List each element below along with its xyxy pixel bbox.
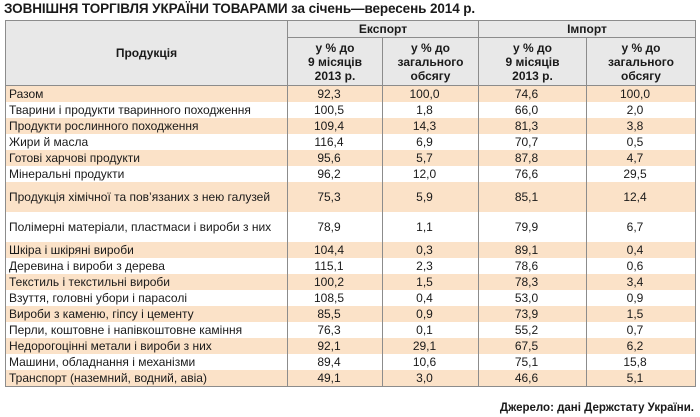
export-total-value: 6,9	[383, 134, 479, 150]
export-prev-value: 100,2	[288, 274, 383, 290]
source-note: Джерело: дані Держстату України.	[499, 402, 694, 414]
export-prev-value: 109,4	[288, 118, 383, 134]
table-row	[6, 370, 696, 387]
export-prev-value: 92,3	[288, 86, 383, 103]
export-prev-value: 116,4	[288, 134, 383, 150]
import-total-value: 3,8	[587, 118, 696, 134]
row-name: Продукція хімічної та пов’язаних з нею галузей	[6, 182, 288, 212]
row-name: Шкіра і шкіряні вироби	[6, 242, 288, 258]
table-row	[6, 134, 696, 150]
import-total-value: 4,7	[587, 150, 696, 166]
row-name: Мінеральні продукти	[6, 166, 288, 182]
table-title	[4, 1, 475, 16]
table-row	[6, 306, 696, 322]
export-total-value: 5,9	[383, 182, 479, 212]
row-name: Машини, обладнання і механізми	[6, 354, 288, 370]
export-total-value: 1,8	[383, 102, 479, 118]
import-total-value: 0,5	[587, 134, 696, 150]
export-prev-value: 75,3	[288, 182, 383, 212]
import-prev-value: 78,3	[479, 274, 587, 290]
export-total-value: 29,1	[383, 338, 479, 354]
import-prev-value: 76,6	[479, 166, 587, 182]
export-total-value: 100,0	[383, 86, 479, 103]
table-row	[6, 118, 696, 134]
table-row	[6, 166, 696, 182]
import-total-value: 1,5	[587, 306, 696, 322]
export-prev-value: 100,5	[288, 102, 383, 118]
table-row	[6, 322, 696, 338]
import-total-value: 0,7	[587, 322, 696, 338]
table-row	[6, 86, 696, 103]
export-prev-value: 95,6	[288, 150, 383, 166]
row-name: Транспорт (наземний, водний, авіа)	[6, 370, 288, 387]
row-name: Полімерні матеріали, пластмаси і вироби з них	[6, 212, 288, 242]
export-total-value: 0,1	[383, 322, 479, 338]
header-import-prev: у % до 9 місяців 2013 р.	[479, 38, 587, 86]
import-total-value: 15,8	[587, 354, 696, 370]
row-name: Тварини і продукти тваринного походження	[6, 102, 288, 118]
import-prev-value: 70,7	[479, 134, 587, 150]
export-prev-value: 78,9	[288, 212, 383, 242]
import-total-value: 29,5	[587, 166, 696, 182]
export-prev-value: 49,1	[288, 370, 383, 387]
row-name: Вироби з каменю, гіпсу і цементу	[6, 306, 288, 322]
row-name: Взуття, головні убори і парасолі	[6, 290, 288, 306]
header-import-total: у % до загального обсягу	[587, 38, 696, 86]
row-name: Готові харчові продукти	[6, 150, 288, 166]
row-name: Недорогоцінні метали і вироби з них	[6, 338, 288, 354]
row-name: Деревина і вироби з дерева	[6, 258, 288, 274]
table-row	[6, 242, 696, 258]
title-main: ЗОВНІШНЯ ТОРГІВЛЯ УКРАЇНИ ТОВАРАМИ	[4, 1, 288, 16]
table-row	[6, 354, 696, 370]
export-total-value: 0,4	[383, 290, 479, 306]
table-row	[6, 338, 696, 354]
import-total-value: 0,9	[587, 290, 696, 306]
export-total-value: 0,9	[383, 306, 479, 322]
import-total-value: 5,1	[587, 370, 696, 387]
export-prev-value: 76,3	[288, 322, 383, 338]
export-prev-value: 115,1	[288, 258, 383, 274]
row-name: Жири й масла	[6, 134, 288, 150]
import-prev-value: 73,9	[479, 306, 587, 322]
import-prev-value: 81,3	[479, 118, 587, 134]
export-total-value: 14,3	[383, 118, 479, 134]
header-export-total: у % до загального обсягу	[383, 38, 479, 86]
import-prev-value: 53,0	[479, 290, 587, 306]
header-product: Продукція	[6, 21, 288, 86]
import-prev-value: 85,1	[479, 182, 587, 212]
row-name: Продукти рослинного походження	[6, 118, 288, 134]
import-total-value: 6,2	[587, 338, 696, 354]
import-total-value: 6,7	[587, 212, 696, 242]
export-prev-value: 89,4	[288, 354, 383, 370]
header-import: Імпорт	[479, 21, 696, 38]
header-export-prev: у % до 9 місяців 2013 р.	[288, 38, 383, 86]
import-total-value: 100,0	[587, 86, 696, 103]
export-total-value: 12,0	[383, 166, 479, 182]
title-period: за січень—вересень 2014 р.	[287, 1, 476, 16]
import-prev-value: 87,8	[479, 150, 587, 166]
row-name: Разом	[6, 86, 288, 103]
import-prev-value: 55,2	[479, 322, 587, 338]
export-total-value: 10,6	[383, 354, 479, 370]
export-total-value: 1,1	[383, 212, 479, 242]
import-total-value: 3,4	[587, 274, 696, 290]
import-total-value: 2,0	[587, 102, 696, 118]
export-prev-value: 108,5	[288, 290, 383, 306]
table-row	[6, 274, 696, 290]
trade-table	[5, 20, 696, 387]
import-prev-value: 89,1	[479, 242, 587, 258]
import-prev-value: 66,0	[479, 102, 587, 118]
export-total-value: 2,3	[383, 258, 479, 274]
import-total-value: 0,4	[587, 242, 696, 258]
export-prev-value: 92,1	[288, 338, 383, 354]
export-total-value: 3,0	[383, 370, 479, 387]
export-prev-value: 104,4	[288, 242, 383, 258]
import-prev-value: 74,6	[479, 86, 587, 103]
export-total-value: 0,3	[383, 242, 479, 258]
table-row	[6, 182, 696, 212]
row-name: Перли, коштовне і напівкоштовне каміння	[6, 322, 288, 338]
header-export: Експорт	[288, 21, 479, 38]
import-total-value: 0,6	[587, 258, 696, 274]
export-prev-value: 85,5	[288, 306, 383, 322]
table-row	[6, 290, 696, 306]
export-prev-value: 96,2	[288, 166, 383, 182]
import-total-value: 12,4	[587, 182, 696, 212]
table-row	[6, 150, 696, 166]
import-prev-value: 75,1	[479, 354, 587, 370]
export-total-value: 5,7	[383, 150, 479, 166]
import-prev-value: 78,6	[479, 258, 587, 274]
table-row	[6, 258, 696, 274]
import-prev-value: 46,6	[479, 370, 587, 387]
export-total-value: 1,5	[383, 274, 479, 290]
table-row	[6, 212, 696, 242]
table-row	[6, 102, 696, 118]
row-name: Текстиль і текстильні вироби	[6, 274, 288, 290]
import-prev-value: 79,9	[479, 212, 587, 242]
import-prev-value: 67,5	[479, 338, 587, 354]
